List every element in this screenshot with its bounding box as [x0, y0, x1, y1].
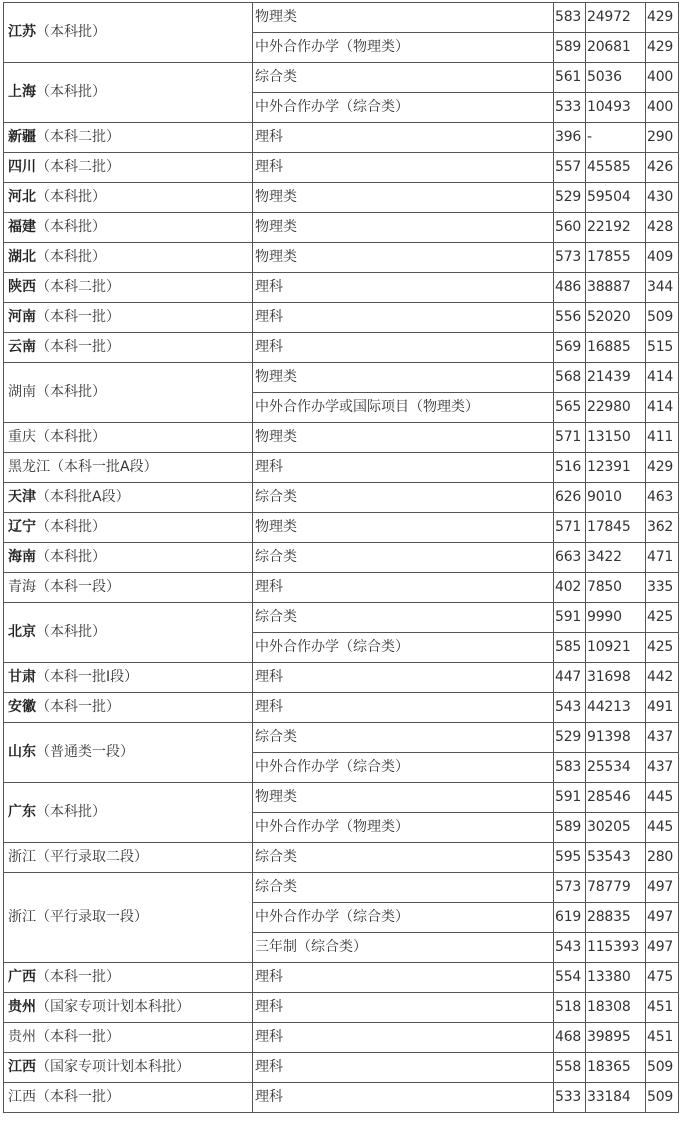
batch-name: （平行录取一段）	[36, 909, 148, 925]
min-rank-cell: 28546	[586, 783, 646, 813]
min-score-cell: 619	[554, 903, 586, 933]
batch-name: （本科一批I段）	[36, 669, 139, 685]
table-row	[4, 123, 679, 153]
control-line-cell: 451	[646, 993, 679, 1023]
province-cell	[4, 273, 253, 303]
category-cell: 综合类	[253, 63, 554, 93]
min-rank-cell: 78779	[586, 873, 646, 903]
min-rank-cell: 9010	[586, 483, 646, 513]
table-row	[4, 243, 679, 273]
control-line-cell: 497	[646, 933, 679, 963]
category-cell: 中外合作办学或国际项目（物理类）	[253, 393, 554, 423]
table-row	[4, 573, 679, 603]
control-line-cell: 409	[646, 243, 679, 273]
province-cell	[4, 843, 253, 873]
min-rank-cell: 17845	[586, 513, 646, 543]
province-name: 山东	[8, 744, 36, 760]
table-row	[4, 183, 679, 213]
batch-name: （本科一批）	[36, 309, 120, 325]
batch-name: （国家专项计划本科批）	[36, 1059, 190, 1075]
min-score-cell: 589	[554, 33, 586, 63]
province-cell	[4, 483, 253, 513]
category-cell: 理科	[253, 303, 554, 333]
province-name: 江西	[8, 1059, 36, 1075]
table-row	[4, 483, 679, 513]
control-line-cell: 290	[646, 123, 679, 153]
category-cell: 中外合作办学（综合类）	[253, 633, 554, 663]
province-cell	[4, 543, 253, 573]
province-name: 贵州	[8, 999, 36, 1015]
province-name: 贵州	[8, 1029, 36, 1045]
min-rank-cell: 10921	[586, 633, 646, 663]
min-score-cell: 468	[554, 1023, 586, 1053]
category-cell: 物理类	[253, 243, 554, 273]
province-name: 福建	[8, 219, 36, 235]
min-rank-cell: 5036	[586, 63, 646, 93]
control-line-cell: 429	[646, 453, 679, 483]
province-name: 黑龙江	[8, 459, 50, 475]
control-line-cell: 335	[646, 573, 679, 603]
table-row	[4, 303, 679, 333]
control-line-cell: 471	[646, 543, 679, 573]
min-rank-cell: 44213	[586, 693, 646, 723]
control-line-cell: 451	[646, 1023, 679, 1053]
category-cell: 理科	[253, 153, 554, 183]
min-score-cell: 583	[554, 3, 586, 33]
table-row	[4, 1053, 679, 1083]
batch-name: （本科一段）	[36, 579, 120, 595]
province-name: 河南	[8, 309, 36, 325]
table-row	[4, 333, 679, 363]
batch-name: （本科批）	[36, 384, 106, 400]
min-rank-cell: 24972	[586, 3, 646, 33]
control-line-cell: 429	[646, 33, 679, 63]
min-score-cell: 595	[554, 843, 586, 873]
province-name: 陕西	[8, 279, 36, 295]
min-rank-cell: 21439	[586, 363, 646, 393]
province-name: 重庆	[8, 429, 36, 445]
min-score-cell: 560	[554, 213, 586, 243]
batch-name: （本科一批）	[36, 1029, 120, 1045]
province-name: 青海	[8, 579, 36, 595]
province-cell	[4, 243, 253, 273]
province-cell	[4, 1083, 253, 1113]
category-cell: 综合类	[253, 723, 554, 753]
control-line-cell: 445	[646, 813, 679, 843]
category-cell: 物理类	[253, 513, 554, 543]
table-body	[4, 3, 679, 1113]
province-name: 新疆	[8, 129, 36, 145]
province-name: 安徽	[8, 699, 36, 715]
control-line-cell: 400	[646, 63, 679, 93]
min-score-cell: 558	[554, 1053, 586, 1083]
min-score-cell: 543	[554, 933, 586, 963]
table-row	[4, 663, 679, 693]
category-cell: 理科	[253, 573, 554, 603]
control-line-cell: 497	[646, 903, 679, 933]
province-name: 河北	[8, 189, 36, 205]
category-cell: 综合类	[253, 483, 554, 513]
table-row	[4, 543, 679, 573]
min-score-cell: 533	[554, 1083, 586, 1113]
table-row	[4, 723, 679, 753]
min-rank-cell: 30205	[586, 813, 646, 843]
min-score-cell: 573	[554, 243, 586, 273]
admission-scores-table	[3, 2, 679, 1113]
province-cell	[4, 303, 253, 333]
category-cell: 理科	[253, 333, 554, 363]
category-cell: 物理类	[253, 363, 554, 393]
category-cell: 中外合作办学（物理类）	[253, 33, 554, 63]
province-name: 湖南	[8, 384, 36, 400]
control-line-cell: 509	[646, 303, 679, 333]
table-row	[4, 1023, 679, 1053]
batch-name: （本科批）	[36, 624, 106, 640]
batch-name: （本科批）	[36, 549, 106, 565]
table-row	[4, 363, 679, 393]
control-line-cell: 497	[646, 873, 679, 903]
province-name: 北京	[8, 624, 36, 640]
batch-name: （本科批）	[36, 519, 106, 535]
control-line-cell: 280	[646, 843, 679, 873]
min-score-cell: 568	[554, 363, 586, 393]
min-rank-cell: 12391	[586, 453, 646, 483]
table-row	[4, 693, 679, 723]
min-rank-cell: 18365	[586, 1053, 646, 1083]
control-line-cell: 445	[646, 783, 679, 813]
table-row	[4, 213, 679, 243]
province-cell	[4, 63, 253, 123]
control-line-cell: 428	[646, 213, 679, 243]
control-line-cell: 430	[646, 183, 679, 213]
category-cell: 物理类	[253, 783, 554, 813]
table-row	[4, 153, 679, 183]
table-row	[4, 3, 679, 33]
control-line-cell: 491	[646, 693, 679, 723]
category-cell: 理科	[253, 963, 554, 993]
min-score-cell: 557	[554, 153, 586, 183]
control-line-cell: 437	[646, 723, 679, 753]
province-cell	[4, 1053, 253, 1083]
batch-name: （本科一批）	[36, 339, 120, 355]
batch-name: （本科一批）	[36, 969, 120, 985]
category-cell: 理科	[253, 453, 554, 483]
category-cell: 理科	[253, 1053, 554, 1083]
category-cell: 理科	[253, 123, 554, 153]
province-name: 浙江	[8, 849, 36, 865]
table-row	[4, 783, 679, 813]
control-line-cell: 344	[646, 273, 679, 303]
province-cell	[4, 1023, 253, 1053]
min-score-cell: 396	[554, 123, 586, 153]
batch-name: （本科批）	[36, 219, 106, 235]
province-cell	[4, 333, 253, 363]
min-score-cell: 583	[554, 753, 586, 783]
table-row	[4, 273, 679, 303]
province-cell	[4, 3, 253, 63]
control-line-cell: 475	[646, 963, 679, 993]
batch-name: （本科批）	[36, 189, 106, 205]
min-score-cell: 518	[554, 993, 586, 1023]
min-rank-cell: 59504	[586, 183, 646, 213]
min-rank-cell: 28835	[586, 903, 646, 933]
province-cell	[4, 453, 253, 483]
batch-name: （本科一批）	[36, 699, 120, 715]
min-score-cell: 589	[554, 813, 586, 843]
min-rank-cell: 3422	[586, 543, 646, 573]
control-line-cell: 425	[646, 603, 679, 633]
category-cell: 物理类	[253, 213, 554, 243]
province-name: 江苏	[8, 24, 36, 40]
category-cell: 理科	[253, 663, 554, 693]
min-rank-cell: 39895	[586, 1023, 646, 1053]
min-score-cell: 447	[554, 663, 586, 693]
province-name: 上海	[8, 84, 36, 100]
province-name: 天津	[8, 489, 36, 505]
table-row	[4, 453, 679, 483]
batch-name: （本科批）	[36, 24, 106, 40]
table-row	[4, 603, 679, 633]
batch-name: （本科批）	[36, 84, 106, 100]
province-cell	[4, 123, 253, 153]
province-cell	[4, 513, 253, 543]
batch-name: （本科批）	[36, 249, 106, 265]
province-name: 广东	[8, 804, 36, 820]
min-score-cell: 569	[554, 333, 586, 363]
category-cell: 中外合作办学（综合类）	[253, 93, 554, 123]
batch-name: （本科一批A段）	[50, 459, 158, 475]
min-score-cell: 486	[554, 273, 586, 303]
min-rank-cell: 7850	[586, 573, 646, 603]
category-cell: 物理类	[253, 423, 554, 453]
min-rank-cell: 20681	[586, 33, 646, 63]
min-rank-cell: -	[586, 123, 646, 153]
min-rank-cell: 13380	[586, 963, 646, 993]
category-cell: 综合类	[253, 543, 554, 573]
control-line-cell: 400	[646, 93, 679, 123]
control-line-cell: 414	[646, 393, 679, 423]
min-rank-cell: 52020	[586, 303, 646, 333]
min-rank-cell: 17855	[586, 243, 646, 273]
province-cell	[4, 873, 253, 963]
province-name: 浙江	[8, 909, 36, 925]
province-cell	[4, 183, 253, 213]
control-line-cell: 442	[646, 663, 679, 693]
control-line-cell: 515	[646, 333, 679, 363]
category-cell: 理科	[253, 1023, 554, 1053]
min-score-cell: 663	[554, 543, 586, 573]
min-rank-cell: 25534	[586, 753, 646, 783]
min-rank-cell: 33184	[586, 1083, 646, 1113]
category-cell: 三年制（综合类）	[253, 933, 554, 963]
province-cell	[4, 723, 253, 783]
batch-name: （本科批）	[36, 429, 106, 445]
batch-name: （本科二批）	[36, 129, 120, 145]
province-cell	[4, 363, 253, 423]
min-score-cell: 571	[554, 423, 586, 453]
category-cell: 物理类	[253, 183, 554, 213]
province-name: 海南	[8, 549, 36, 565]
category-cell: 综合类	[253, 603, 554, 633]
control-line-cell: 411	[646, 423, 679, 453]
batch-name: （本科二批）	[36, 279, 120, 295]
min-score-cell: 591	[554, 783, 586, 813]
category-cell: 综合类	[253, 843, 554, 873]
min-score-cell: 554	[554, 963, 586, 993]
control-line-cell: 437	[646, 753, 679, 783]
category-cell: 理科	[253, 693, 554, 723]
table-row	[4, 423, 679, 453]
batch-name: （本科批A段）	[36, 489, 130, 505]
min-rank-cell: 115393	[586, 933, 646, 963]
category-cell: 理科	[253, 273, 554, 303]
category-cell: 中外合作办学（综合类）	[253, 753, 554, 783]
province-cell	[4, 573, 253, 603]
province-cell	[4, 603, 253, 663]
min-rank-cell: 91398	[586, 723, 646, 753]
min-rank-cell: 9990	[586, 603, 646, 633]
category-cell: 理科	[253, 993, 554, 1023]
min-rank-cell: 22980	[586, 393, 646, 423]
table-row	[4, 843, 679, 873]
category-cell: 中外合作办学（综合类）	[253, 903, 554, 933]
province-name: 广西	[8, 969, 36, 985]
category-cell: 综合类	[253, 873, 554, 903]
category-cell: 物理类	[253, 3, 554, 33]
province-cell	[4, 693, 253, 723]
control-line-cell: 509	[646, 1053, 679, 1083]
min-score-cell: 402	[554, 573, 586, 603]
min-rank-cell: 45585	[586, 153, 646, 183]
table-row	[4, 63, 679, 93]
min-score-cell: 565	[554, 393, 586, 423]
table-row	[4, 963, 679, 993]
min-rank-cell: 53543	[586, 843, 646, 873]
min-rank-cell: 13150	[586, 423, 646, 453]
province-cell	[4, 783, 253, 843]
province-cell	[4, 213, 253, 243]
control-line-cell: 414	[646, 363, 679, 393]
batch-name: （平行录取二段）	[36, 849, 148, 865]
min-score-cell: 529	[554, 183, 586, 213]
min-rank-cell: 18308	[586, 993, 646, 1023]
province-name: 江西	[8, 1089, 36, 1105]
province-name: 四川	[8, 159, 36, 175]
control-line-cell: 426	[646, 153, 679, 183]
province-cell	[4, 153, 253, 183]
category-cell: 中外合作办学（物理类）	[253, 813, 554, 843]
min-score-cell: 556	[554, 303, 586, 333]
table-row	[4, 993, 679, 1023]
min-score-cell: 516	[554, 453, 586, 483]
control-line-cell: 362	[646, 513, 679, 543]
min-rank-cell: 10493	[586, 93, 646, 123]
table-row	[4, 873, 679, 903]
batch-name: （本科批）	[36, 804, 106, 820]
min-rank-cell: 31698	[586, 663, 646, 693]
province-cell	[4, 963, 253, 993]
table-row	[4, 1083, 679, 1113]
min-score-cell: 533	[554, 93, 586, 123]
province-name: 甘肃	[8, 669, 36, 685]
min-score-cell: 561	[554, 63, 586, 93]
min-score-cell: 571	[554, 513, 586, 543]
min-rank-cell: 22192	[586, 213, 646, 243]
control-line-cell: 429	[646, 3, 679, 33]
control-line-cell: 509	[646, 1083, 679, 1113]
control-line-cell: 463	[646, 483, 679, 513]
table-row	[4, 513, 679, 543]
province-name: 辽宁	[8, 519, 36, 535]
min-score-cell: 543	[554, 693, 586, 723]
min-rank-cell: 16885	[586, 333, 646, 363]
batch-name: （普通类一段）	[36, 744, 134, 760]
province-cell	[4, 423, 253, 453]
min-score-cell: 529	[554, 723, 586, 753]
batch-name: （本科一批）	[36, 1089, 120, 1105]
province-name: 云南	[8, 339, 36, 355]
batch-name: （本科二批）	[36, 159, 120, 175]
batch-name: （国家专项计划本科批）	[36, 999, 190, 1015]
min-score-cell: 626	[554, 483, 586, 513]
category-cell: 理科	[253, 1083, 554, 1113]
province-cell	[4, 663, 253, 693]
min-score-cell: 591	[554, 603, 586, 633]
control-line-cell: 425	[646, 633, 679, 663]
min-score-cell: 585	[554, 633, 586, 663]
min-rank-cell: 38887	[586, 273, 646, 303]
province-name: 湖北	[8, 249, 36, 265]
province-cell	[4, 993, 253, 1023]
min-score-cell: 573	[554, 873, 586, 903]
